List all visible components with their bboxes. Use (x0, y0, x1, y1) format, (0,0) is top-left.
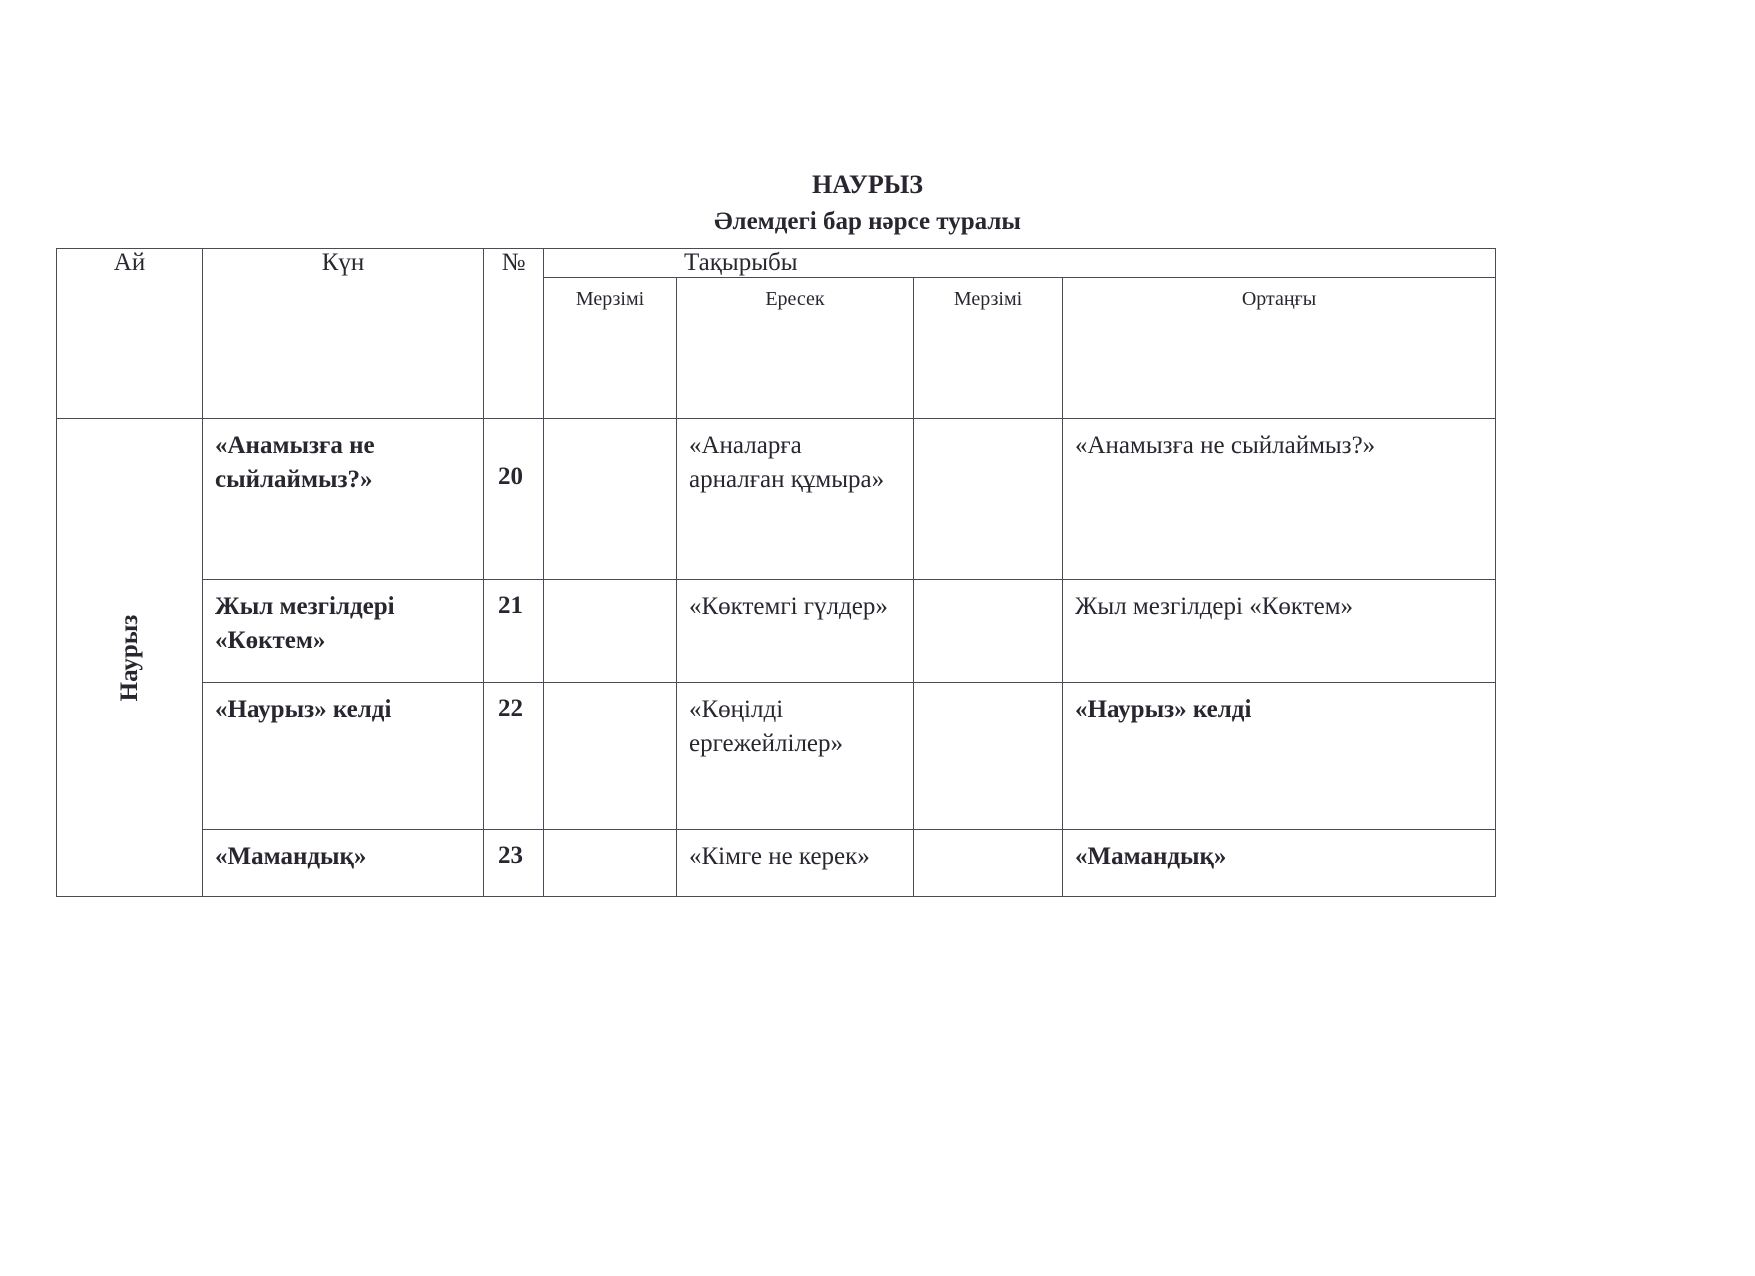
senior-text: «Кімге не керек» (689, 843, 870, 870)
table-row (57, 830, 1496, 897)
number-cell (484, 419, 544, 580)
senior-cell (677, 830, 914, 897)
document-title: НАУРЫЗ (812, 170, 923, 199)
day-cell (203, 830, 484, 897)
day-cell (203, 580, 484, 683)
plan-table (56, 248, 1496, 897)
middle-cell (1063, 419, 1496, 580)
number-text: 20 (498, 463, 523, 490)
duration-1-cell (544, 683, 677, 830)
table-row (57, 580, 1496, 683)
senior-text: «Аналарға арналған құмыра» (689, 432, 885, 493)
number-text: 21 (498, 592, 523, 619)
number-text: 22 (498, 695, 523, 722)
duration-2-cell (914, 683, 1063, 830)
senior-cell (677, 580, 914, 683)
table-row (57, 419, 1496, 580)
number-cell (484, 830, 544, 897)
senior-cell (677, 419, 914, 580)
day-cell (203, 419, 484, 580)
middle-text: «Наурыз» келді (1075, 696, 1252, 723)
month-label: Наурыз (115, 614, 143, 701)
document-subtitle: Әлемдегі бар нәрсе туралы (714, 208, 1021, 235)
day-cell (203, 683, 484, 830)
number-cell (484, 580, 544, 683)
duration-2-cell (914, 580, 1063, 683)
day-text: «Анамызға не сыйлаймыз?» (215, 432, 375, 493)
duration-2-cell (914, 830, 1063, 897)
header-topic: Тақырыбы (544, 249, 1496, 278)
duration-2-cell (914, 419, 1063, 580)
header-day: Күн (203, 249, 484, 419)
duration-1-cell (544, 580, 677, 683)
month-cell (57, 419, 203, 897)
number-text: 23 (498, 842, 523, 869)
duration-1-cell (544, 419, 677, 580)
middle-text: «Мамандық» (1075, 843, 1227, 870)
middle-cell (1063, 683, 1496, 830)
header-month: Ай (57, 249, 203, 419)
header-duration-1: Мерзімі (544, 278, 677, 419)
day-text: «Наурыз» келді (215, 696, 392, 723)
header-middle: Ортаңғы (1063, 278, 1496, 419)
middle-text: Жыл мезгілдері «Көктем» (1075, 593, 1354, 620)
table-row (57, 683, 1496, 830)
day-text: «Мамандық» (215, 843, 367, 870)
senior-text: «Көңілді ергежейлілер» (689, 696, 844, 757)
middle-text: «Анамызға не сыйлаймыз?» (1075, 432, 1376, 459)
middle-cell (1063, 830, 1496, 897)
duration-1-cell (544, 830, 677, 897)
header-senior: Ересек (677, 278, 914, 419)
middle-cell (1063, 580, 1496, 683)
day-text: Жыл мезгілдері «Көктем» (215, 593, 395, 654)
senior-cell (677, 683, 914, 830)
number-cell (484, 683, 544, 830)
header-duration-2: Мерзімі (914, 278, 1063, 419)
header-number: № (484, 249, 544, 419)
senior-text: «Көктемгі гүлдер» (689, 593, 888, 620)
